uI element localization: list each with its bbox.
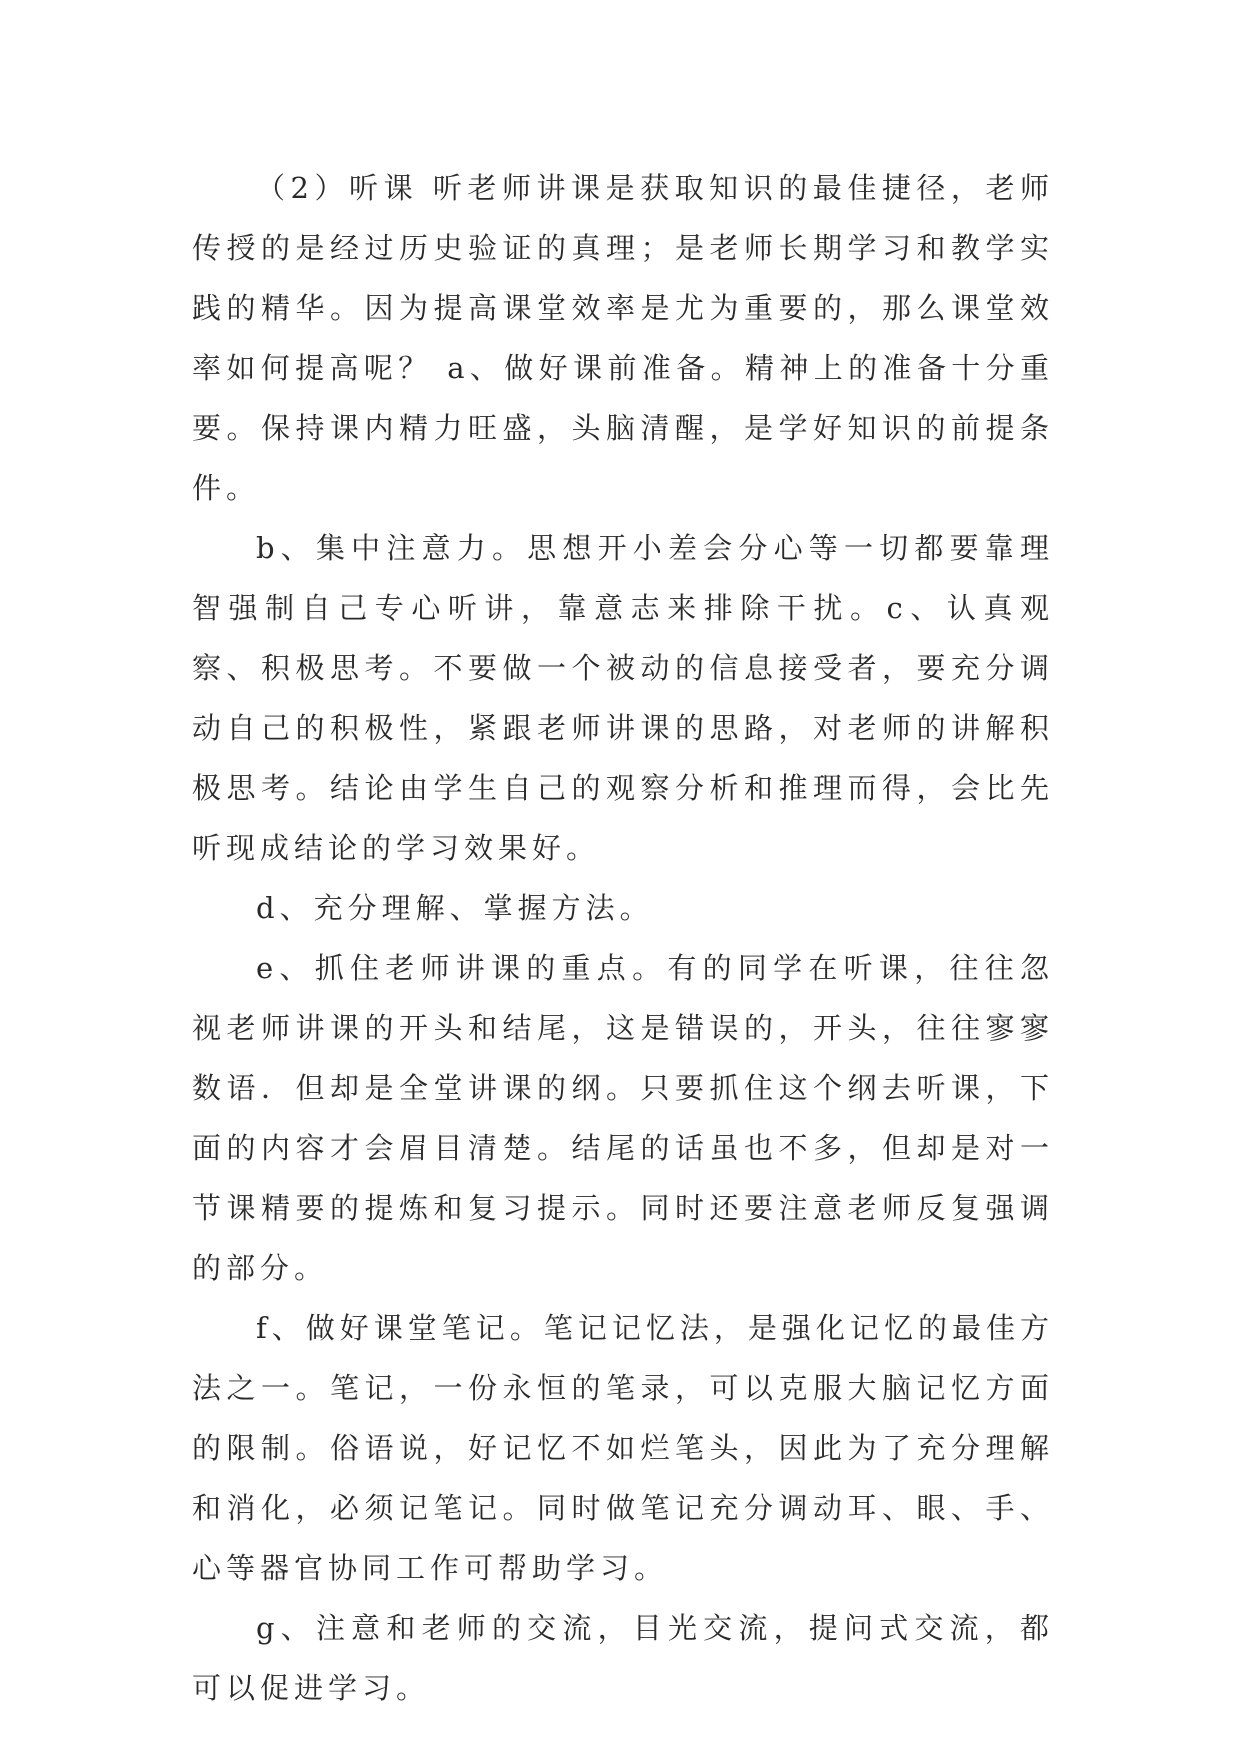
paragraph-communication: g、注意和老师的交流，目光交流，提问式交流，都可以促进学习。 <box>192 1611 1054 1705</box>
paragraph-listening-intro: （2）听课 听老师讲课是获取知识的最佳捷径，老师传授的是经过历史验证的真理；是老师长期学习和教学实践的精华。因为提高课堂效率是尤为重要的，那么课堂效率如何提高呢？ a、做好课前准备。精神上的准备十分重要。保持课内精力旺盛，头脑清醒，是学好知识的前提条件。 <box>192 171 1054 505</box>
paragraph-key-points: e、抓住老师讲课的重点。有的同学在听课，往往忽视老师讲课的开头和结尾，这是错误的，开头，往往寥寥数语．但却是全堂讲课的纲。只要抓住这个纲去听课，下面的内容才会眉目清楚。结尾的话虽也不多，但却是对一 节课精要的提炼和复习提示。同时还要注意老师反复强调的部分。 <box>192 951 1054 1285</box>
document-body <box>192 158 1054 1718</box>
paragraph-concentration: b、集中注意力。思想开小差会分心等一切都要靠理智强制自己专心听讲，靠意志来排除干扰。c、认真观察、积极思考。不要做一个被动的信息接受者，要充分调动自己的积极性，紧跟老师讲课的思路，对老师的讲解积极思考。结论由学生自己的观察分析和推理而得，会比先听现成结论的学习效果好。 <box>192 531 1054 865</box>
paragraph-notes: f、做好课堂笔记。笔记记忆法，是强化记忆的最佳方法之一。笔记，一份永恒的笔录，可以克服大脑记忆方面的限制。俗语说，好记忆不如烂笔头，因此为了充分理解和消化，必须记笔记。同时做笔记充分调动耳、眼、手、心等器官协同工作可帮助学习。 <box>192 1311 1054 1585</box>
paragraph-understanding: d、充分理解、掌握方法。 <box>256 891 654 925</box>
